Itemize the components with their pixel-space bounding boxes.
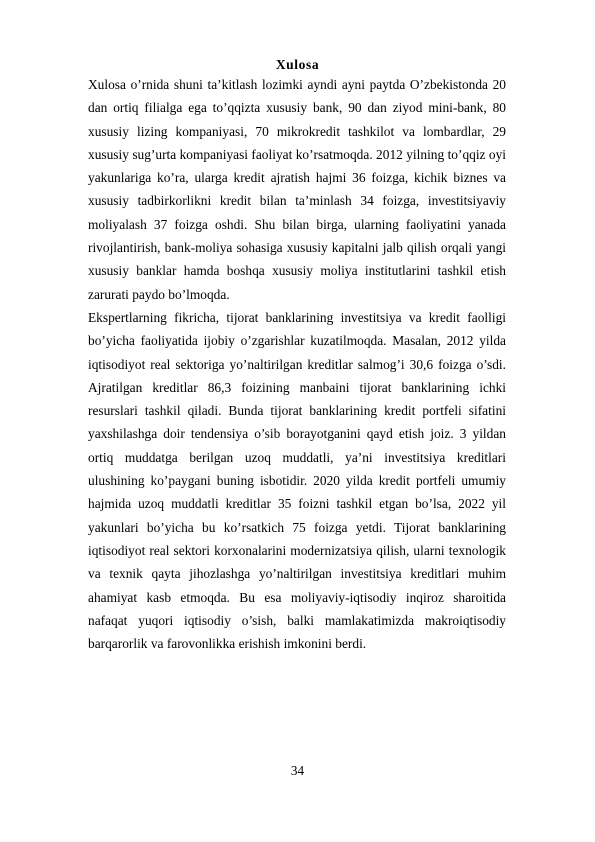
paragraph-1: Xulosa o’rnida shuni ta’kitlash lozimki ayndi ayni paytda O’zbekistonda 20 dan ortiq filialga ega to’qqizta xususiy bank, 90 dan ziyod mini-bank, 80 xususiy lizing kompaniyasi, 70 mikrokredit tashkilot va lombardlar, 29 xususiy sug’urta kompaniyasi faoliyat ko’rsatmoqda. 2012 yilning to’qqiz oyi yakunlariga ko’ra, ularga kredit ajratish hajmi 36 foizga, kichik biznes va xususiy tadbirkorlikni kredit bilan ta’minlash 34 foizga, investitsiyaviy moliyalash 37 foizga oshdi. Shu bilan birga, ularning faoliyatini yanada rivojlantirish, bank-moliya sohasiga xususiy kapitalni jalb qilish orqali yangi xususiy banklar hamda boshqa xususiy moliya institutlarini tashkil etish zarurati paydo bo’lmoqda. bbox=[88, 77, 506, 302]
page-title: Xulosa bbox=[275, 57, 320, 72]
body-text bbox=[88, 73, 506, 655]
paragraph-2: Ekspertlarning fikricha, tijorat banklarining investitsiya va kredit faolligi bo’yicha faoliyatida ijobiy o’zgarishlar kuzatilmoqda. Masalan, 2012 yilda iqtisodiyot real sektoriga yo’naltirilgan kreditlar salmog’i 30,6 foizga o’sdi. Ajratilgan kreditlar 86,3 foizining manbaini tijorat banklarining ichki resurslari tashkil qiladi. Bunda tijorat banklarining kredit portfeli sifatini yaxshilashga doir tendensiya o’sib borayotganini qayd etish joiz. 3 yildan ortiq muddatga berilgan uzoq muddatli, ya’ni investitsiya kreditlari ulushining ko’paygani buning isbotidir. 2020 yilda kredit portfeli umumiy hajmida uzoq muddatli kreditlar 35 foizni tashkil etgan bo’lsa, 2022 yil yakunlari bo’yicha bu ko’rsatkich 75 foizga yetdi. Tijorat banklarining iqtisodiyot real sektori korxonalarini modernizatsiya qilish, ularni texnologik va texnik qayta jihozlashga yo’naltirilgan investitsiya kreditlari muhim ahamiyat kasb etmoqda. Bu esa moliyaviy-iqtisodiy inqiroz sharoitida nafaqat yuqori iqtisodiy o’sish, balki mamlakatimizda makroiqtisodiy barqarorlik va farovonlikka erishish imkonini berdi. bbox=[88, 309, 506, 652]
page-number: 34 bbox=[290, 763, 305, 778]
